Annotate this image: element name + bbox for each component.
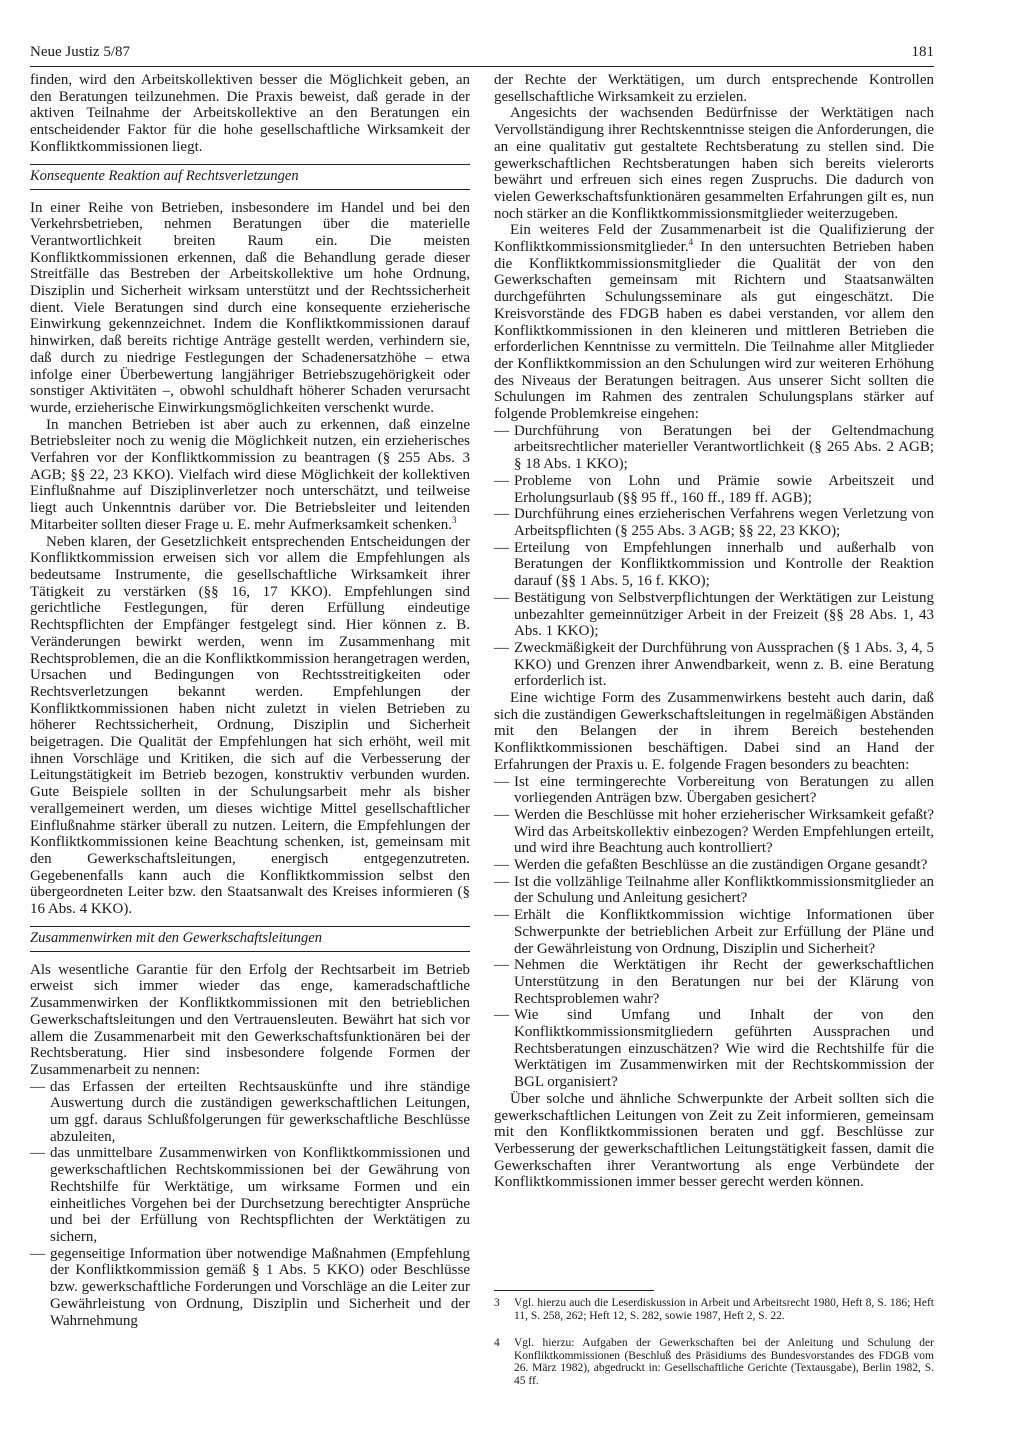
paragraph [494,222,934,422]
dash-bullet: — [30,1245,45,1262]
list-item [494,423,934,473]
dash-bullet: — [494,773,509,790]
paragraph: der Rechte der Werktätigen, um durch entsprechende Kontrollen gesellschaftliche Wirksamkeit zu erzielen. [494,72,934,105]
list-item [494,506,934,539]
dash-bullet: — [494,472,509,489]
list-item-text: Ist eine termingerechte Vorbereitung von Beratungen zu allen vorliegenden Anträgen bzw. Übergaben gesichert? [514,773,934,807]
dash-bullet: — [494,957,509,974]
list-item [494,874,934,907]
paragraph: Über solche und ähnliche Schwerpunkte der Arbeit sollten sich die gewerkschaftlichen Leitungen von Zeit zu Zeit informieren, gemeinsam mit den Konfliktkommissionen beraten und ggf. Beschlüsse zur Verbesserung der gewerkschaftlichen Leitungstätigkeit fassen, damit die Gewerkschaften ihrer Verantwortung als enge Verbündete der Konfliktkommissionen immer besser gerecht werden können. [494,1090,934,1191]
footnote [494,1297,934,1322]
list-item [494,540,934,590]
dash-bullet: — [494,857,509,874]
paragraph: Als wesentliche Garantie für den Erfolg der Rechtsarbeit im Betrieb erweist sich immer wieder das enge, kameradschaftliche Zusammenwirken der Konfliktkommissionen mit den betrieblichen Gewerkschaftsleitungen und den Vertrauensleuten. Bewährt hat sich vor allem die Zusammenarbeit mit den Gewerkschaftsfunktionären bei der Rechtsberatung. Hier sind insbesondere folgende Formen der Zusammenarbeit zu nennen: [30,961,470,1078]
list-item [494,774,934,807]
right-column [494,72,934,1191]
footnote-rule [494,1290,654,1291]
list-item-text: Werden die Beschlüsse mit hoher erzieherischer Wirksamkeit gefaßt? Wird das Arbeitskollektiv einbezogen? Werden Empfehlungen erteilt, und wird ihre Beachtung auch kontrolliert? [514,806,934,857]
dash-bullet: — [494,873,509,890]
list-item-text: Wie sind Umfang und Inhalt der von den Konfliktkommissionsmitgliedern geführten Aussprachen und Rechtsberatungen einzuschätzen? Wie wird die Rechtshilfe für die Werktätigen im Zusammenwirken mit der Rechtskommission der BGL organisiert? [514,1007,934,1091]
list-item-text: Werden die gefaßten Beschlüsse an die zuständigen Organe gesandt? [514,857,928,874]
paragraph: In einer Reihe von Betrieben, insbesondere im Handel und bei den Verkehrsbetrieben, nehmen Beratungen über die materielle Verantwortlichkeit breiten Raum ein. Die meisten Konfliktkommissionen erkennen, daß die Behandlung gerade dieser Streitfälle das Bestreben der Arbeitskollektive um hohe Ordnung, Disziplin und Sicherheit wirksam unterstützt und der Rechtssicherheit dient. Viele Beratungen sind durch eine konsequente erzieherische Einwirkung gekennzeichnet. Indem die Konfliktkommissionen darauf hinwirken, daß bereits richtige Anträge gestellt werden, verhindern sie, daß durch zu niedrige Festlegungen der Schadenersatzhöhe – etwa infolge einer Überbewertung langjähriger Betriebszugehörigkeit oder sonstiger Aktivitäten –, obwohl schuldhaft höherer Schaden verursacht wurde, erzieherische Einwirkungsmöglichkeiten verschenkt wurde. [30,199,470,416]
dash-bullet: — [494,806,509,823]
paragraph-text: Ein weiteres Feld der Zusammenarbeit ist die Qualifizierung der Konfliktkommissionsmitglieder. [494,222,934,256]
dash-bullet: — [494,422,509,439]
footnote-text: Vgl. hierzu auch die Leserdiskussion in Arbeit und Arbeitsrecht 1980, Heft 8, S. 186; Heft 11, S. 258, 262; Heft 12, S. 282, sowie 1987, Heft 2, S. 22. [514,1297,934,1322]
section-heading-text: Zusammenwirken mit den Gewerkschaftsleitungen [30,929,322,946]
dash-bullet: — [30,1078,45,1095]
paragraph-text: In den untersuchten Betrieben haben die Konfliktkommissionsmitglieder die Qualität der von den Gewerkschaften gemeinsam mit Richtern und Staatsanwälten durchgeführten Schulungsseminare als gut eingeschätzt. Die Kreisvorstände des FDGB haben es dabei verstanden, vor allem den Konfliktkommissionen in den kleineren und mittleren Betrieben die erforderlichen Kenntnisse zu vermitteln. Die Teilnahme aller Mitglieder der Konfliktkommission an den Schulungen wird zur weiteren Erhöhung des Niveaus der Beratungen beitragen. Aus unserer Sicht sollten die Schulungen im Rahmen des zentralen Schulungsplans stärker auf folgende Problemkreise eingehen: [494,239,934,423]
paragraph: Eine wichtige Form des Zusammenwirkens besteht auch darin, daß sich die zuständigen Gewerkschaftsleitungen in regelmäßigen Abständen mit den Belangen der in ihrem Bereich bestehenden Konfliktkommissionen beschäftigen. Dabei sind an Hand der Erfahrungen der Praxis u. E. folgende Fragen besonders zu beachten: [494,690,934,773]
list-item [494,807,934,857]
paragraph: Neben klaren, der Gesetzlichkeit entsprechenden Entscheidungen der Konfliktkommission erweisen sich vor allem die Empfehlungen als bedeutsame Instrumente, die gesellschaftliche Wirksamkeit ihrer Tätigkeit zu verstärken (§§ 16, 17 KKO). Empfehlungen sind gerichtliche Festlegungen, für deren Erfüllung eindeutige Rechtspflichten der Empfänger festgelegt sind. Hier können z. B. Veränderungen bewirkt werden, wenn im Zusammenhang mit Rechtsproblemen, die an die Konfliktkommission herangetragen werden, Ursachen und Bedingungen von Rechtsstreitigkeiten oder Rechtsverletzungen bekannt werden. Empfehlungen der Konfliktkommissionen haben nicht zuletzt in vielen Betrieben zu höherer Rechtssicherheit, Ordnung, Disziplin und Sicherheit beigetragen. Die Qualität der Empfehlungen hat sich erhöht, weil mit ihnen Vorschläge und Kritiken, die sich auf die Verbesserung der Leitungstätigkeit im Betrieb bezogen, konstruktiv verbunden wurden. Gute Beispiele sollten in der Schulungsarbeit mehr als bisher verallgemeinert werden, um dieses wichtige Mittel gesellschaftlicher Einflußnahme stärker überall zu nutzen. Leitern, die Empfehlungen der Konfliktkommissionen keine Beachtung schenken, ist, gemeinsam mit den Gewerkschaftsleitungen, energisch entgegenzutreten. Gegebenenfalls kann auch die Konfliktkommission selbst den übergeordneten Leiter bzw. den Staatsanwalt des Kreises informieren (§ 16 Abs. 4 KKO). [30,533,470,918]
header-rule [30,66,934,67]
footnote-ref: 4 [688,237,694,248]
list-item [494,590,934,640]
footnote-text: Vgl. hierzu: Aufgaben der Gewerkschaften bei der Anleitung und Schulung der Konfliktkommissionen (Beschluß des Präsidiums des Bundesvorstandes des FDGB vom 26. März 1982), abgedruckt in: Gesellschaftliche Gerichte (Textausgabe), Berlin 1982, S. 45 ff. [514,1337,934,1387]
intro-paragraph: finden, wird den Arbeitskollektiven besser die Möglichkeit geben, an den Beratungen teilzunehmen. Die Praxis beweist, daß gerade in der aktiven Teilnahme der Arbeitskollektive an den Beratungen ein entscheidender Faktor für die hohe gesellschaftliche Wirksamkeit der Konfliktkommissionen liegt. [30,72,470,155]
list-item-text: Durchführung von Beratungen bei der Geltendmachung arbeitsrechtlicher materieller Verantwortlichkeit (§ 265 Abs. 2 AGB; § 18 Abs. 1 KKO); [514,422,934,473]
list-item [494,957,934,1007]
page-header [30,44,934,64]
footnote [494,1337,934,1387]
list-item [494,857,934,874]
section-heading-2 [30,926,470,952]
cooperation-list [30,1079,470,1330]
list-item [30,1246,470,1330]
dash-bullet: — [494,1007,509,1024]
list-item-text: Durchführung eines erzieherischen Verfahrens wegen Verletzung von Arbeitspflichten (§ 255 Abs. 3 AGB; §§ 22, 23 KKO); [514,506,934,539]
paragraph-text: In manchen Betrieben ist aber auch zu erkennen, daß einzelne Betriebsleiter noch zu wenig die Möglichkeit nutzen, ein erzieherisches Verfahren vor der Konfliktkommission zu beantragen (§ 255 Abs. 3 AGB; §§ 22, 23 KKO). Vielfach wird diese Möglichkeit der kollektiven Einflußnahme auf Disziplinverletzer noch unterschätzt, und teilweise liegt auch Unkenntnis darüber vor. Die Betriebsleiter und leitenden Mitarbeiter sollten dieser Frage u. E. mehr Aufmerksamkeit schenken. [30,416,470,533]
list-item [494,907,934,957]
list-item [494,1007,934,1091]
list-item-text: Probleme von Lohn und Prämie sowie Arbeitszeit und Erholungsurlaub (§§ 95 ff., 160 ff., 189 ff. AGB); [514,472,934,506]
list-item-text: Bestätigung von Selbstverpflichtungen der Werktätigen zur Leistung unbezahlter gemeinnütziger Arbeit in der Freizeit (§§ 28 Abs. 1, 43 Abs. 1 KKO); [514,589,934,640]
list-item-text: das unmittelbare Zusammenwirken von Konfliktkommissionen und gewerkschaftlichen Rechtskommissionen bei der Gewährung von Rechtshilfe für Werktätige, um wirksame Formen und ein einheitliches Vorgehen bei der Durchsetzung berechtigter Ansprüche und bei der Erfüllung von Rechtspflichten der Werktätigen zu sichern, [50,1145,470,1245]
paragraph: Angesichts der wachsenden Bedürfnisse der Werktätigen nach Vervollständigung ihrer Rechtskenntnisse steigen die Anforderungen, die an eine qualitativ gut gestaltete Rechtsberatung zu stellen sind. Die gewerkschaftlichen Rechtsberatungen haben sich bereits vielerorts bewährt und erfreuen sich eines regen Zuspruchs. Die dadurch von vielen Gewerkschaftsfunktionären gesammelten Erfahrungen gilt es, nun noch stärker an die Konfliktkommissionsmitglieder weiterzugeben. [494,105,934,222]
training-topics-list [494,423,934,690]
dash-bullet: — [30,1145,45,1162]
list-item-text: Zweckmäßigkeit der Durchführung von Aussprachen (§ 1 Abs. 3, 4, 5 KKO) und Grenzen ihrer Anwendbarkeit, wenn z. B. eine Beratung erforderlich ist. [514,639,934,690]
list-item-text: Erteilung von Empfehlungen innerhalb und außerhalb von Beratungen der Konfliktkommission und Kontrolle der Reaktion darauf (§§ 1 Abs. 5, 16 f. KKO); [514,539,934,590]
dash-bullet: — [494,506,509,523]
dash-bullet: — [494,639,509,656]
list-item-text: Erhält die Konfliktkommission wichtige Informationen über Schwerpunkte der betrieblichen Arbeit zur Erfüllung der Pläne und der Gewährleistung von Ordnung, Disziplin und Sicherheit? [514,907,934,957]
list-item-text: das Erfassen der erteilten Rechtsauskünfte und ihre ständige Auswertung durch die zuständigen gewerkschaftlichen Leitungen, um ggf. daraus Schlußfolgerungen für gewerkschaftliche Beschlüsse abzuleiten, [50,1078,470,1145]
footnote-ref: 3 [451,514,457,525]
list-item-text: gegenseitige Information über notwendige Maßnahmen (Empfehlung der Konfliktkommission gemäß § 1 Abs. 5 KKO) oder Beschlüsse bzw. gewerkschaftliche Forderungen und Vorschläge an die Leiter zur Gewährleistung von Ordnung, Disziplin und Sicherheit und der Wahrnehmung [50,1245,470,1329]
list-item [494,640,934,690]
page-number: 181 [911,44,934,60]
footnote-number: 3 [494,1297,500,1309]
left-column [30,72,470,1329]
dash-bullet: — [494,539,509,556]
list-item [494,473,934,506]
journal-title: Neue Justiz 5/87 [30,44,130,60]
dash-bullet: — [494,907,509,924]
questions-list [494,774,934,1091]
dash-bullet: — [494,589,509,606]
list-item-text: Ist die vollzählige Teilnahme aller Konfliktkommissionsmitglieder an der Schulung und Anleitung gesichert? [514,873,934,907]
list-item-text: Nehmen die Werktätigen ihr Recht der gewerkschaftlichen Unterstützung in den Beratungen nur bei der Klärung von Rechtsproblemen wahr? [514,957,934,1007]
list-item [30,1145,470,1245]
section-heading-text: Konsequente Reaktion auf Rechtsverletzungen [30,167,299,184]
paragraph [30,417,470,534]
section-heading-1 [30,164,470,190]
list-item [30,1079,470,1146]
footnote-number: 4 [494,1337,500,1349]
